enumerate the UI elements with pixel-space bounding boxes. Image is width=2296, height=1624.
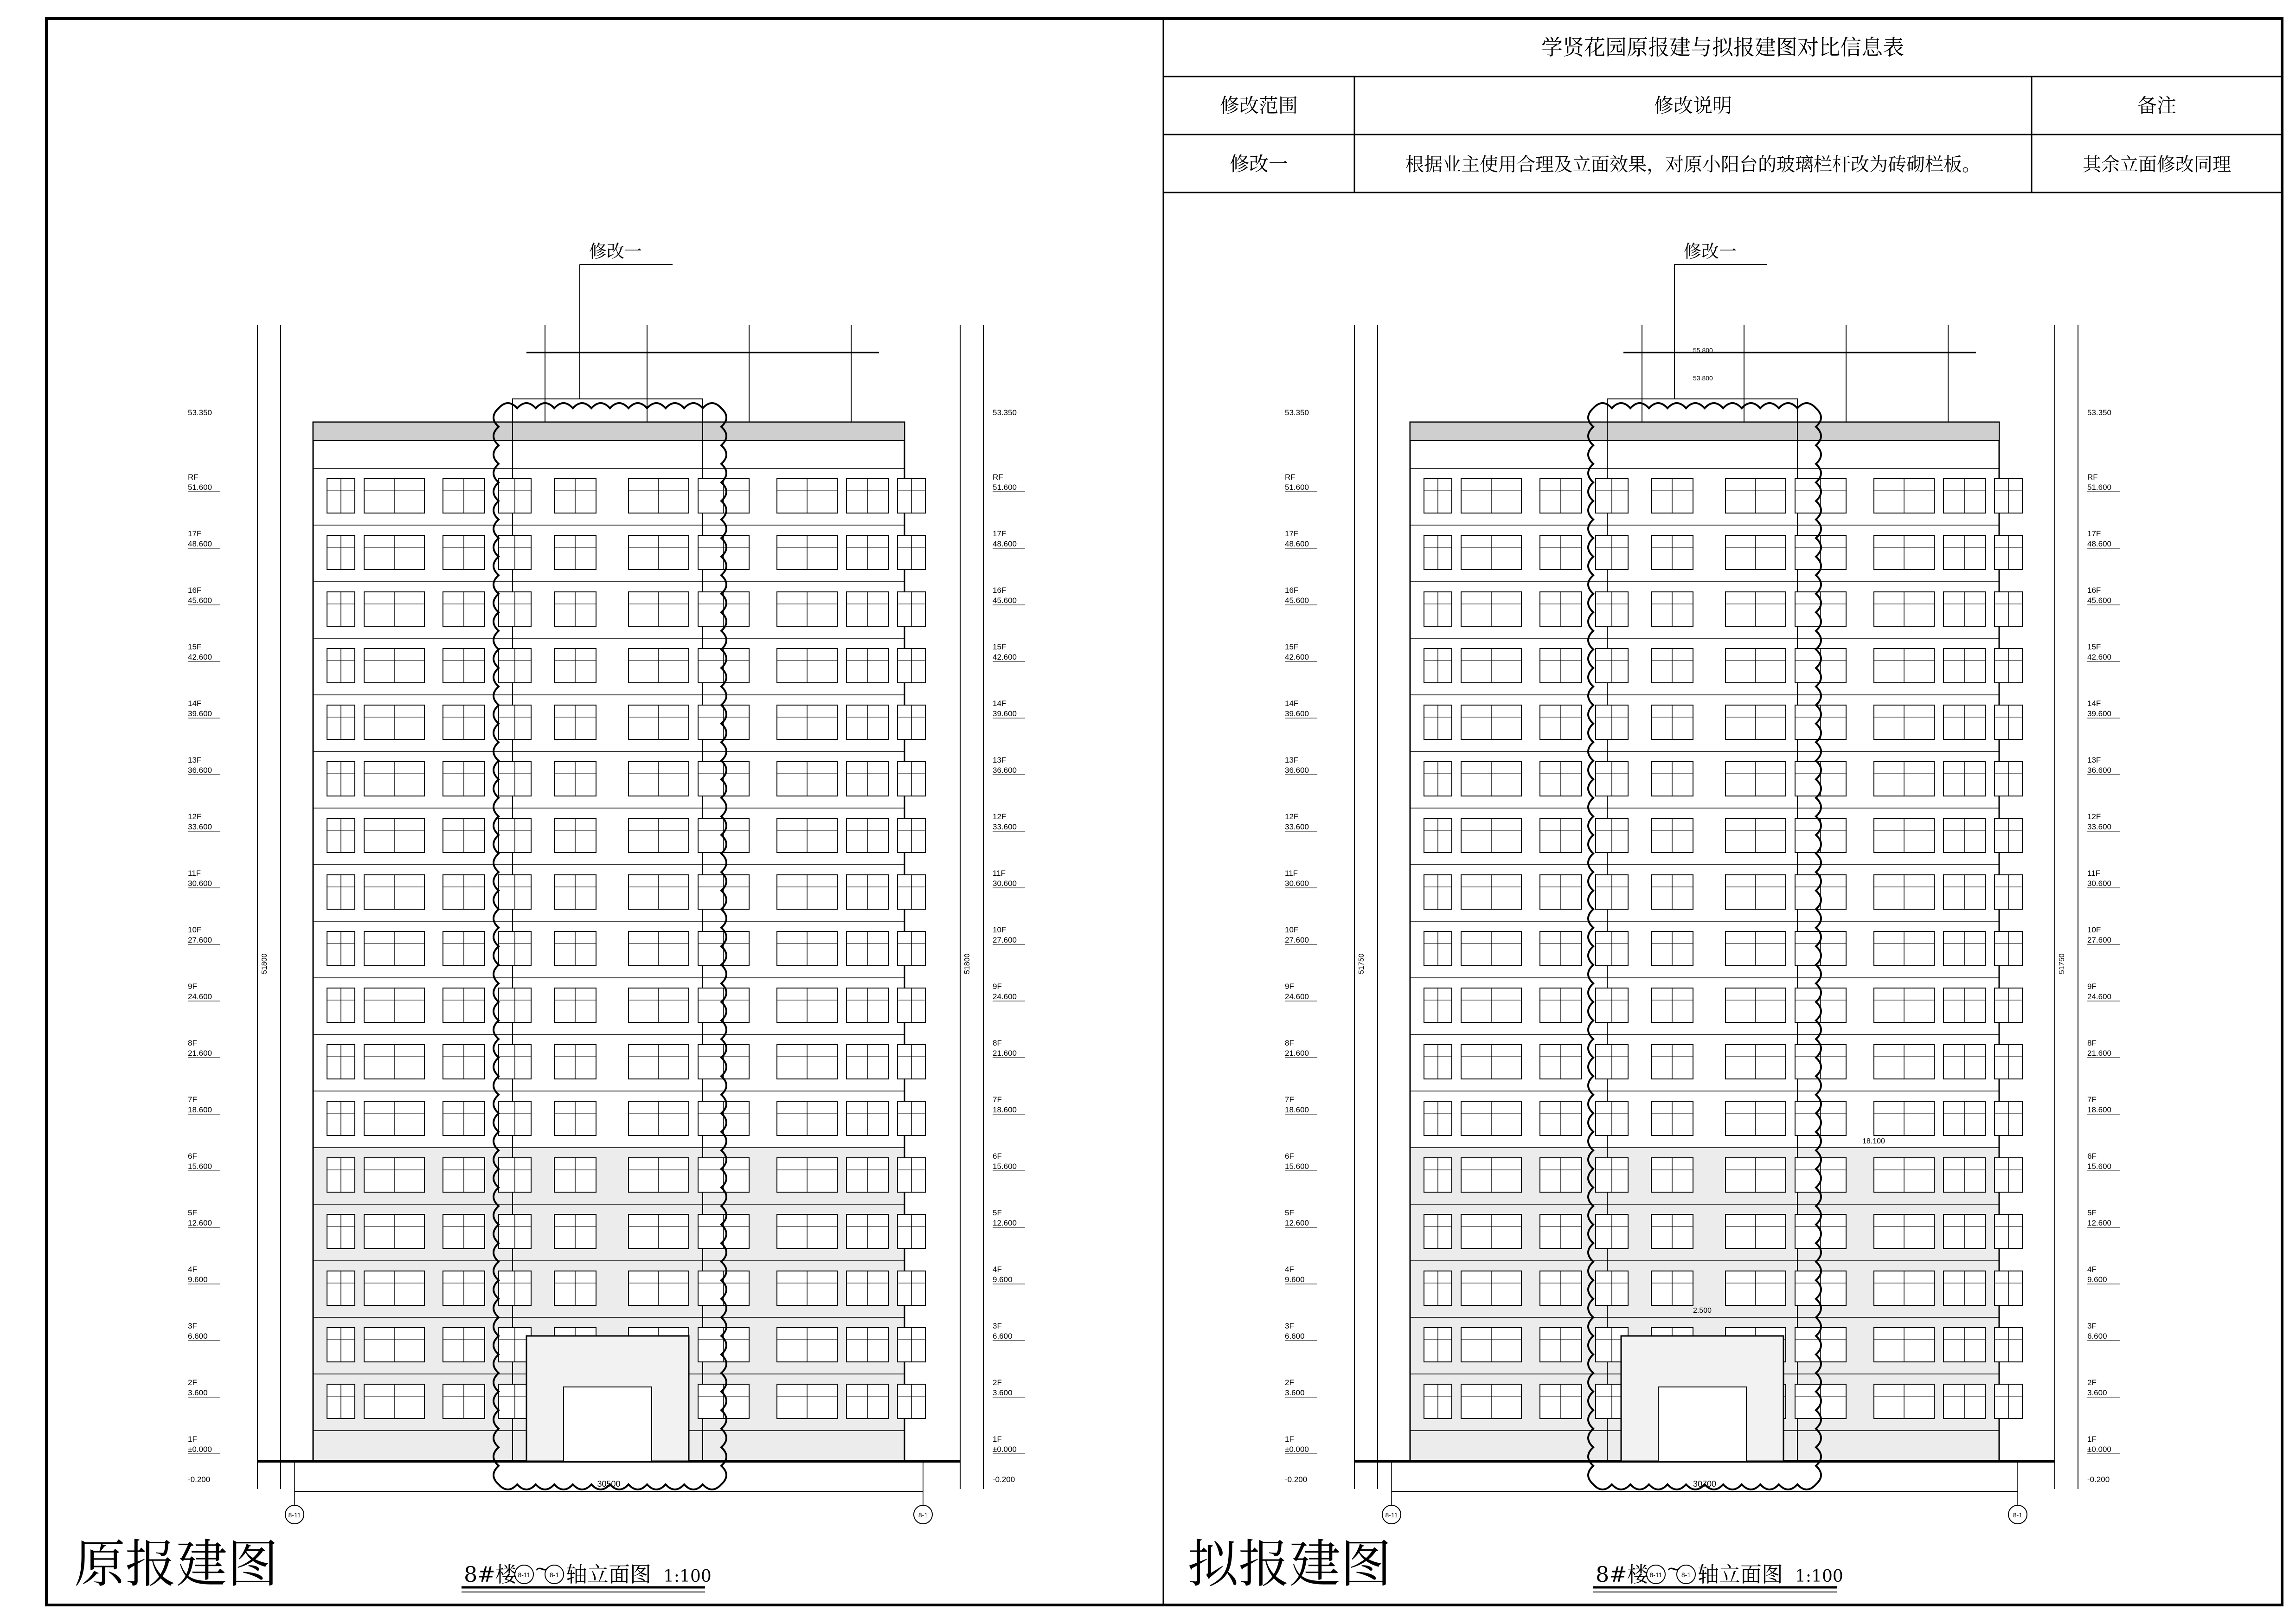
floor-level: ±0.000 [188,1445,212,1454]
floor-level: 36.600 [993,766,1017,775]
floor-level: 15.600 [188,1162,212,1171]
roof-parapet [1410,422,1999,441]
floor-level: 6.600 [188,1332,208,1341]
axis-end-label: 8-1 [918,1511,928,1519]
total-width-dim: 30500 [597,1479,621,1489]
floor-level: 42.600 [993,653,1017,661]
floor-level: 3.600 [993,1388,1013,1397]
floor-name: 13F [2087,756,2101,764]
floor-name: 9F [993,982,1002,991]
comparison-table [1163,19,2282,193]
ground-level: -0.200 [2087,1475,2110,1484]
floor-level: 12.600 [188,1219,212,1227]
floor-level: 51.600 [1285,483,1309,492]
header-scope: 修改范围 [1219,94,1298,117]
floor-name: 6F [188,1152,197,1161]
parapet-level: 53.350 [993,408,1017,417]
floor-name: 2F [1285,1378,1294,1387]
table-title: 学贤花园原报建与拟报建图对比信息表 [1541,35,1904,60]
right-axis-end: 8-1 [1681,1571,1691,1579]
floor-name: 12F [2087,812,2101,821]
floor-level: 3.600 [2087,1388,2107,1397]
ground-level: -0.200 [993,1475,1015,1484]
floor-level: 45.600 [1285,596,1309,605]
spot-level: 2.500 [1693,1307,1712,1315]
floor-name: 13F [188,756,202,764]
floor-name: 6F [1285,1152,1294,1161]
floor-name: 8F [993,1039,1002,1047]
floor-name: 14F [2087,699,2101,708]
floor-level: 9.600 [188,1275,208,1284]
floor-level: 33.600 [1285,822,1309,831]
roof-parapet [313,422,904,441]
revision-tag: 修改一 [589,241,642,262]
floor-name: 12F [188,812,202,821]
floor-level: 3.600 [188,1388,208,1397]
row-scope: 修改一 [1229,153,1289,175]
parapet-level: 53.350 [188,408,212,417]
floor-name: 7F [993,1095,1002,1104]
floor-level: 9.600 [993,1275,1013,1284]
floor-name: 15F [2087,642,2101,651]
right-axis-start: 8-11 [1649,1571,1662,1579]
right-tilde: ~ [1666,1558,1682,1579]
floor-level: ±0.000 [993,1445,1017,1454]
row-remark: 其余立面修改同理 [2083,154,2231,175]
axis-start-label: 8-11 [1385,1511,1398,1519]
floor-level: 12.600 [2087,1219,2111,1227]
floor-level: 6.600 [1285,1332,1305,1341]
floor-name: 6F [2087,1152,2097,1161]
floor-name: 13F [1285,756,1299,764]
floor-level: 48.600 [1285,539,1309,548]
left-tilde: ~ [534,1558,550,1579]
floor-name: 14F [993,699,1007,708]
floor-name: 7F [1285,1095,1294,1104]
floor-name: 15F [993,642,1007,651]
floor-level: 12.600 [1285,1219,1309,1227]
floor-name: 10F [1285,925,1299,934]
floor-level: 27.600 [188,936,212,944]
floor-level: 24.600 [188,992,212,1001]
floor-level: 36.600 [1285,766,1309,775]
floor-level: 51.600 [993,483,1017,492]
floor-name: RF [993,473,1003,481]
total-height-dim: 51800 [963,953,971,974]
floor-level: 18.600 [2087,1105,2111,1114]
floor-name: 2F [993,1378,1002,1387]
floor-level: 9.600 [2087,1275,2107,1284]
floor-level: 36.600 [188,766,212,775]
floor-name: 4F [2087,1265,2097,1274]
floor-name: 2F [188,1378,197,1387]
floor-level: 15.600 [1285,1162,1309,1171]
floor-level: 48.600 [2087,539,2111,548]
floor-name: 16F [188,586,202,595]
floor-level: 51.600 [188,483,212,492]
floor-name: 3F [2087,1322,2097,1330]
floor-level: 27.600 [1285,936,1309,944]
floor-level: 30.600 [2087,879,2111,888]
floor-level: 27.600 [993,936,1017,944]
floor-name: 3F [1285,1322,1294,1330]
left-drawing-title [462,1558,712,1592]
floor-level: 36.600 [2087,766,2111,775]
floor-level: 30.600 [188,879,212,888]
floor-level: 3.600 [1285,1388,1305,1397]
floor-name: 8F [1285,1039,1294,1047]
right-scale: 1:100 [1795,1567,1843,1586]
floor-name: 5F [1285,1208,1294,1217]
floor-name: 11F [1285,869,1298,878]
floor-level: 15.600 [2087,1162,2111,1171]
floor-name: 4F [1285,1265,1294,1274]
floor-level: 18.600 [188,1105,212,1114]
floor-name: 17F [188,529,202,538]
floor-name: 17F [1285,529,1299,538]
floor-name: 13F [993,756,1007,764]
floor-name: 9F [1285,982,1294,991]
floor-name: 10F [993,925,1007,934]
floor-level: 18.600 [993,1105,1017,1114]
floor-name: 9F [188,982,197,991]
floor-level: 33.600 [2087,822,2111,831]
floor-name: 7F [188,1095,197,1104]
original-elevation [188,241,1025,1524]
floor-level: 45.600 [2087,596,2111,605]
floor-level: 39.600 [993,709,1017,718]
floor-level: 39.600 [1285,709,1309,718]
floor-name: 1F [993,1435,1002,1444]
floor-name: 1F [188,1435,197,1444]
floor-name: 11F [993,869,1006,878]
floor-name: 3F [993,1322,1002,1330]
left-scale: 1:100 [663,1567,712,1586]
spot-level: 53.800 [1693,374,1713,382]
floor-level: 51.600 [2087,483,2111,492]
floor-level: ±0.000 [1285,1445,1309,1454]
floor-level: 24.600 [993,992,1017,1001]
floor-level: 9.600 [1285,1275,1305,1284]
floor-level: 48.600 [188,539,212,548]
parapet-level: 53.350 [1285,408,1309,417]
floor-level: 15.600 [993,1162,1017,1171]
floor-name: 17F [993,529,1007,538]
total-width-dim: 30700 [1693,1479,1717,1489]
floor-level: 45.600 [993,596,1017,605]
spot-level: 55.800 [1693,347,1713,354]
floor-name: 15F [188,642,202,651]
floor-level: 21.600 [2087,1049,2111,1058]
left-panel-label: 原报建图 [74,1534,278,1594]
floor-level: 48.600 [993,539,1017,548]
right-title-suffix: 轴立面图 [1698,1562,1783,1587]
right-drawing-title [1593,1558,1843,1592]
right-title-prefix: 8#楼 [1596,1562,1648,1587]
floor-name: RF [188,473,199,481]
total-height-dim: 51750 [2058,953,2066,974]
floor-level: 21.600 [188,1049,212,1058]
floor-name: 4F [188,1265,197,1274]
axis-end-label: 8-1 [2013,1511,2023,1519]
floor-name: 9F [2087,982,2097,991]
floor-name: 10F [2087,925,2101,934]
floor-level: 24.600 [2087,992,2111,1001]
floor-name: 16F [2087,586,2101,595]
floor-level: 27.600 [2087,936,2111,944]
floor-level: 39.600 [188,709,212,718]
floor-level: 33.600 [188,822,212,831]
entrance-door [1658,1387,1746,1461]
floor-level: 30.600 [1285,879,1309,888]
floor-level: 30.600 [993,879,1017,888]
floor-level: 21.600 [1285,1049,1309,1058]
header-description: 修改说明 [1654,94,1732,117]
floor-name: 10F [188,925,202,934]
total-height-dim: 51800 [261,953,269,974]
ground-level: -0.200 [188,1475,211,1484]
floor-level: 42.600 [2087,653,2111,661]
floor-name: 11F [188,869,201,878]
row-description: 根据业主使用合理及立面效果，对原小阳台的玻璃栏杆改为砖砌栏板。 [1405,154,1981,175]
floor-level: 33.600 [993,822,1017,831]
floor-level: 6.600 [993,1332,1013,1341]
floor-name: 12F [1285,812,1299,821]
floor-level: 12.600 [993,1219,1017,1227]
floor-level: 24.600 [1285,992,1309,1001]
floor-name: 4F [993,1265,1002,1274]
left-axis-end: 8-1 [549,1571,559,1579]
left-axis-start: 8-11 [518,1571,531,1579]
total-height-dim: 51750 [1358,953,1366,974]
left-title-suffix: 轴立面图 [566,1562,651,1587]
floor-level: 18.600 [1285,1105,1309,1114]
floor-name: 7F [2087,1095,2097,1104]
floor-name: RF [1285,473,1296,481]
floor-name: 1F [1285,1435,1294,1444]
left-title-prefix: 8#楼 [464,1562,517,1587]
floor-name: 17F [2087,529,2101,538]
floor-name: 16F [1285,586,1299,595]
floor-name: 6F [993,1152,1002,1161]
entrance-door [564,1387,652,1461]
floor-name: 3F [188,1322,197,1330]
floor-level: 42.600 [1285,653,1309,661]
floor-name: 14F [1285,699,1299,708]
floor-level: 21.600 [993,1049,1017,1058]
floor-name: RF [2087,473,2098,481]
floor-name: 1F [2087,1435,2097,1444]
floor-name: 2F [2087,1378,2097,1387]
floor-name: 8F [188,1039,197,1047]
floor-level: ±0.000 [2087,1445,2111,1454]
floor-name: 14F [188,699,202,708]
floor-level: 39.600 [2087,709,2111,718]
floor-name: 12F [993,812,1007,821]
proposed-elevation [1285,241,2120,1524]
floor-name: 16F [993,586,1007,595]
floor-level: 6.600 [2087,1332,2107,1341]
floor-name: 15F [1285,642,1299,651]
right-panel-label: 拟报建图 [1187,1534,1392,1594]
axis-start-label: 8-11 [288,1511,301,1519]
floor-name: 5F [993,1208,1002,1217]
floor-name: 5F [2087,1208,2097,1217]
floor-level: 45.600 [188,596,212,605]
parapet-level: 53.350 [2087,408,2111,417]
revision-tag: 修改一 [1684,241,1737,262]
spot-level: 18.100 [1862,1137,1885,1145]
floor-name: 5F [188,1208,197,1217]
floor-name: 11F [2087,869,2101,878]
ground-level: -0.200 [1285,1475,1308,1484]
header-remark: 备注 [2137,94,2177,117]
floor-name: 8F [2087,1039,2097,1047]
floor-level: 42.600 [188,653,212,661]
